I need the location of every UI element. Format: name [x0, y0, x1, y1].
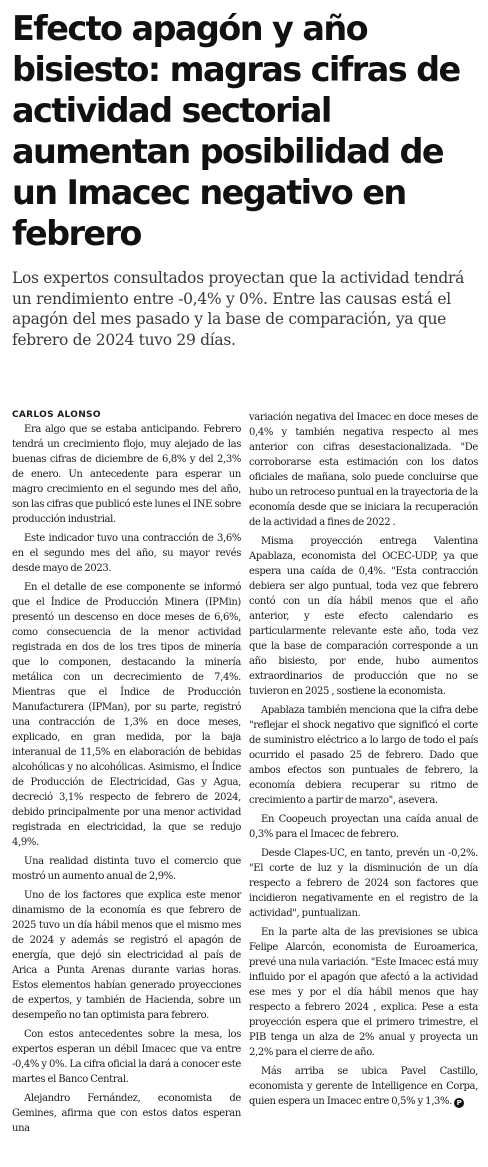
- lead-paragraph: Los expertos consultados proyectan que la actividad tendrá un rendimiento entre -0,4% y 0%. Entre las causas está el apagón del mes pasado y la base de comparación, ya que febrero de 2024 tuvo 29 días.: [12, 269, 465, 349]
- right-column: [249, 410, 478, 1140]
- body-paragraph: Este indicador tuvo una contracción de 3,6% en el segundo mes del año, su mayor revés desde mayo de 2023.: [12, 533, 241, 574]
- body-paragraph: Una realidad distinta tuvo el comercio que mostró un aumento anual de 2,9%.: [12, 856, 241, 882]
- byline: CARLOS ALONSO: [12, 410, 101, 420]
- body-paragraph: En el detalle de ese componente se informó que el Índice de Producción Minera (IPMin) presentó un descenso en doce meses de 6,6%, como consecuencia de la menor actividad registrada en dos de los tres tipos de minería que lo componen, destacando la minería metálica con un decrecimiento de 7,4%. Mientras que el Índice de Producción Manufacturera (IPMan), por su parte, registró una contracción de 1,3% en doce meses, explicado, en gran medida, por la baja interanual de 11,5% en elaboración de bebidas alcohólicas y no alcohólicas. Asimismo, el Índice de Producción de Electricidad, Gas y Agua, decreció 3,1% respecto de febrero de 2024, debido principalmente por una menor actividad registrada en electricidad, la que se redujo 4,9%.: [12, 582, 241, 848]
- article-body: [12, 410, 478, 1140]
- body-paragraph: Apablaza también menciona que la cifra debe "reflejar el shock negativo que significó el corte de suministro eléctrico a lo largo de todo el país ocurrido el pasado 25 de febrero. Dado que ambos efectos son puntuales de febrero, la economía debiera recuperar su ritmo de crecimiento a partir de marzo", asevera.: [249, 705, 478, 806]
- body-paragraph-final: [249, 1064, 478, 1109]
- body-paragraph: Era algo que se estaba anticipando. Febrero tendrá un crecimiento flojo, muy alejado de las buenas cifras de diciembre de 6,8% y del 2,3% de enero. Un antecedente para esperar un magro crecimiento en el segundo mes del año, son las cifras que publicó este lunes el INE sobre producción industrial.: [12, 424, 241, 525]
- final-paragraph-text: Más arriba se ubica Pavel Castillo, economista y gerente de Intelligence en Corpa, quien espera un Imacec entre 0,5% y 1,3%.: [249, 1066, 478, 1107]
- headline: Efecto apagón y año bisiesto: magras cifras de actividad sectorial aumentan posibilidad de un Imacec negativo en febrero: [12, 9, 460, 253]
- body-paragraph: variación negativa del Imacec en doce meses de 0,4% y también negativa respecto al mes anterior con cifras desestacionalizada. "De corroborarse esta estimación con los datos oficiales de mañana, solo puede concluirse que hubo un retroceso puntual en la trayectoria de la economía desde que se iniciara la recuperación de la actividad a fines de 2022 .: [249, 412, 478, 528]
- body-paragraph: Misma proyección entrega Valentina Apablaza, economista del OCEC-UDP, ya que espera una caída de 0,4%. "Esta contracción debiera ser algo puntual, toda vez que febrero contó con un día hábil menos que el año anterior, y este efecto calendario es particularmente relevante este año, toda vez que la base de comparación corresponde a un año bisiesto, por ende, hubo aumentos extraordinarios de producción que no se tuvieron en 2025 , sostiene la economista.: [249, 536, 478, 697]
- body-paragraph: Alejandro Fernández, economista de Gemines, afirma que con estos datos esperan una: [12, 1093, 241, 1134]
- left-column: [12, 410, 241, 1140]
- body-paragraph: Con estos antecedentes sobre la mesa, los expertos esperan un débil Imacec que va entre -0,4% y 0%. La cifra oficial la dará a conocer este martes el Banco Central.: [12, 1029, 241, 1085]
- end-mark-icon: P: [454, 1098, 464, 1108]
- body-paragraph: Uno de los factores que explica este menor dinamismo de la economía es que febrero de 2025 tuvo un día hábil menos que el mismo mes de 2024 y además se registró el apagón de energía, que dejó sin electricidad al país de Arica a Punta Arenas durante varias horas. Estos elementos habían generado proyecciones de expertos, y también de Hacienda, sobre un desempeño no tan optimista para febrero.: [12, 890, 241, 1021]
- body-paragraph: En la parte alta de las previsiones se ubica Felipe Alarcón, economista de Euroamerica, prevé una nula variación. "Este Imacec está muy influido por el apagón que afectó a la actividad ese mes y por el día hábil menos que hay respecto a febrero 2024 , explica. Pese a esta proyección espera que el primero trimestre, el PIB tenga un alza de 2% anual y proyecta un 2,2% para el cierre de año.: [249, 927, 478, 1058]
- body-paragraph: En Coopeuch proyectan una caída anual de 0,3% para el Imacec de febrero.: [249, 814, 478, 840]
- body-paragraph: Desde Clapes-UC, en tanto, prevén un -0,2%. "El corte de luz y la disminución de un día respecto a febrero de 2024 son factores que incidieron negativamente en el registro de la actividad", puntualizan.: [249, 848, 478, 919]
